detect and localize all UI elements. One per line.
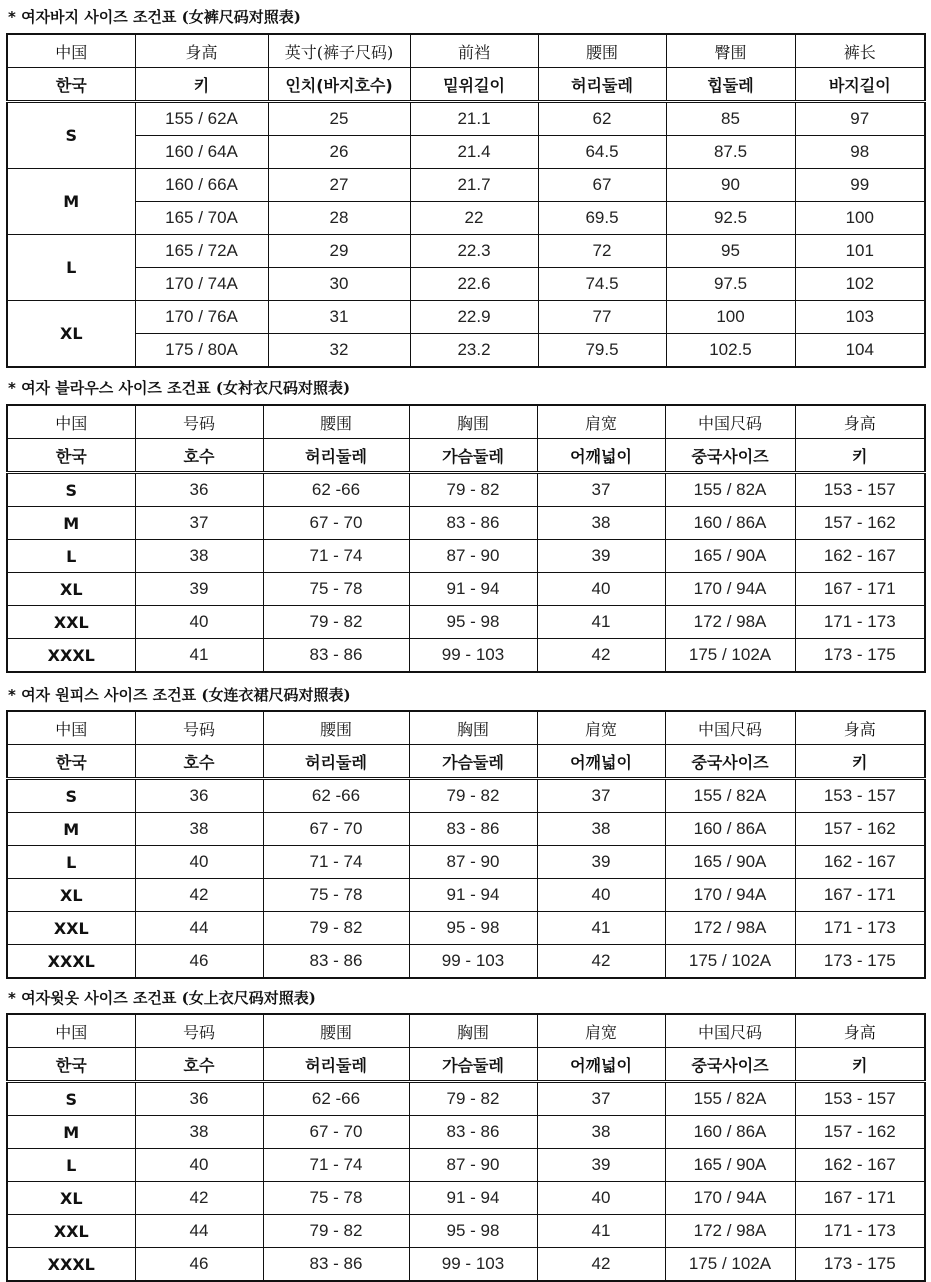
header-cn-cell: 前裆: [410, 34, 538, 68]
size-label: S: [7, 102, 135, 169]
size-label: XXXL: [7, 945, 135, 979]
table-cell: 79 - 82: [409, 473, 537, 507]
table-cell: 155 / 82A: [665, 473, 795, 507]
header-cn-cell: 中国: [7, 34, 135, 68]
header-cn-cell: 臀围: [666, 34, 795, 68]
table-cell: 74.5: [538, 268, 666, 301]
table-cell: 40: [135, 1149, 263, 1182]
table-cell: 165 / 90A: [665, 540, 795, 573]
header-cn-cell: 肩宽: [537, 405, 665, 439]
blouse-title-kr: * 여자 블라우스 사이즈 조건표: [8, 379, 211, 397]
table-cell: 170 / 94A: [665, 879, 795, 912]
table-cell: 75 - 78: [263, 879, 409, 912]
table-cell: 172 / 98A: [665, 912, 795, 945]
table-cell: 37: [135, 507, 263, 540]
table-cell: 100: [666, 301, 795, 334]
top-section-title: [8, 987, 316, 1008]
table-cell: 22.6: [410, 268, 538, 301]
header-row-kr: [7, 68, 925, 102]
table-cell: 95 - 98: [409, 606, 537, 639]
dress-title-cn: (女连衣裙尺码对照表): [201, 686, 351, 704]
table-row: [7, 846, 925, 879]
table-cell: 23.2: [410, 334, 538, 368]
blouse-title-cn: (女衬衣尺码对照表): [215, 379, 351, 397]
table-cell: 102.5: [666, 334, 795, 368]
table-cell: 71 - 74: [263, 540, 409, 573]
table-cell: 67 - 70: [263, 813, 409, 846]
table-cell: 37: [537, 1082, 665, 1116]
table-cell: 22: [410, 202, 538, 235]
table-cell: 90: [666, 169, 795, 202]
table-cell: 77: [538, 301, 666, 334]
table-cell: 162 - 167: [795, 846, 925, 879]
table-cell: 42: [537, 1248, 665, 1282]
table-cell: 92.5: [666, 202, 795, 235]
blouse-section-title: [8, 377, 350, 398]
table-cell: 172 / 98A: [665, 1215, 795, 1248]
table-cell: 41: [537, 912, 665, 945]
table-cell: 42: [135, 1182, 263, 1215]
size-label: M: [7, 1116, 135, 1149]
header-kr-cell: 중국사이즈: [665, 439, 795, 473]
table-cell: 165 / 90A: [665, 846, 795, 879]
pants-size-table: [6, 33, 926, 368]
table-cell: 22.3: [410, 235, 538, 268]
header-kr-cell: 힙둘레: [666, 68, 795, 102]
pants-title-kr: * 여자바지 사이즈 조건표: [8, 8, 177, 26]
size-label: L: [7, 540, 135, 573]
table-cell: 83 - 86: [409, 507, 537, 540]
table-cell: 157 - 162: [795, 507, 925, 540]
size-label: M: [7, 813, 135, 846]
header-cn-cell: 胸围: [409, 711, 537, 745]
size-label: XL: [7, 301, 135, 368]
table-cell: 170 / 74A: [135, 268, 268, 301]
table-cell: 26: [268, 136, 410, 169]
size-label: S: [7, 1082, 135, 1116]
header-kr-cell: 한국: [7, 439, 135, 473]
header-cn-cell: 号码: [135, 1014, 263, 1048]
header-cn-cell: 裤长: [795, 34, 925, 68]
header-row-kr: [7, 439, 925, 473]
header-kr-cell: 한국: [7, 745, 135, 779]
top-title-cn: (女上衣尺码对照表): [181, 989, 316, 1007]
table-cell: 40: [537, 879, 665, 912]
table-cell: 153 - 157: [795, 779, 925, 813]
table-cell: 171 - 173: [795, 1215, 925, 1248]
header-kr-cell: 중국사이즈: [665, 1048, 795, 1082]
table-cell: 162 - 167: [795, 1149, 925, 1182]
table-cell: 155 / 82A: [665, 1082, 795, 1116]
header-kr-cell: 키: [135, 68, 268, 102]
table-cell: 28: [268, 202, 410, 235]
header-row-cn: [7, 1014, 925, 1048]
table-cell: 155 / 62A: [135, 102, 268, 136]
table-cell: 175 / 80A: [135, 334, 268, 368]
size-label: L: [7, 1149, 135, 1182]
table-cell: 175 / 102A: [665, 639, 795, 673]
header-kr-cell: 바지길이: [795, 68, 925, 102]
table-cell: 67 - 70: [263, 507, 409, 540]
table-cell: 44: [135, 1215, 263, 1248]
header-cn-cell: 腰围: [263, 1014, 409, 1048]
header-kr-cell: 어깨넓이: [537, 439, 665, 473]
table-cell: 87 - 90: [409, 1149, 537, 1182]
header-kr-cell: 허리둘레: [263, 439, 409, 473]
table-cell: 79.5: [538, 334, 666, 368]
table-cell: 38: [135, 1116, 263, 1149]
table-cell: 160 / 86A: [665, 507, 795, 540]
table-cell: 170 / 94A: [665, 1182, 795, 1215]
table-cell: 83 - 86: [409, 813, 537, 846]
table-row: [7, 1149, 925, 1182]
table-cell: 22.9: [410, 301, 538, 334]
size-label: XXL: [7, 912, 135, 945]
table-cell: 170 / 94A: [665, 573, 795, 606]
table-cell: 25: [268, 102, 410, 136]
header-cn-cell: 身高: [795, 711, 925, 745]
size-label: XL: [7, 879, 135, 912]
table-cell: 75 - 78: [263, 573, 409, 606]
table-cell: 104: [795, 334, 925, 368]
table-cell: 32: [268, 334, 410, 368]
header-kr-cell: 허리둘레: [263, 745, 409, 779]
size-label: M: [7, 169, 135, 235]
table-cell: 21.4: [410, 136, 538, 169]
header-kr-cell: 중국사이즈: [665, 745, 795, 779]
table-cell: 46: [135, 1248, 263, 1282]
header-cn-cell: 号码: [135, 711, 263, 745]
header-kr-cell: 허리둘레: [538, 68, 666, 102]
table-cell: 39: [135, 573, 263, 606]
table-row: [7, 507, 925, 540]
table-cell: 62 -66: [263, 1082, 409, 1116]
header-kr-cell: 가슴둘레: [409, 1048, 537, 1082]
header-kr-cell: 호수: [135, 1048, 263, 1082]
table-row: [7, 606, 925, 639]
table-cell: 95: [666, 235, 795, 268]
table-cell: 172 / 98A: [665, 606, 795, 639]
size-label: L: [7, 235, 135, 301]
table-cell: 171 - 173: [795, 912, 925, 945]
table-cell: 97: [795, 102, 925, 136]
header-cn-cell: 中国: [7, 711, 135, 745]
table-cell: 175 / 102A: [665, 945, 795, 979]
table-cell: 95 - 98: [409, 912, 537, 945]
table-cell: 37: [537, 473, 665, 507]
header-cn-cell: 中国尺码: [665, 711, 795, 745]
table-cell: 157 - 162: [795, 813, 925, 846]
table-cell: 69.5: [538, 202, 666, 235]
table-cell: 40: [537, 1182, 665, 1215]
table-cell: 36: [135, 1082, 263, 1116]
table-cell: 165 / 70A: [135, 202, 268, 235]
table-cell: 79 - 82: [409, 779, 537, 813]
table-cell: 39: [537, 1149, 665, 1182]
header-cn-cell: 胸围: [409, 405, 537, 439]
table-cell: 31: [268, 301, 410, 334]
header-kr-cell: 호수: [135, 439, 263, 473]
table-cell: 67 - 70: [263, 1116, 409, 1149]
table-row: [7, 473, 925, 507]
header-cn-cell: 身高: [795, 1014, 925, 1048]
table-row: [7, 573, 925, 606]
table-cell: 30: [268, 268, 410, 301]
table-cell: 42: [537, 945, 665, 979]
table-cell: 167 - 171: [795, 1182, 925, 1215]
header-cn-cell: 英寸(裤子尺码): [268, 34, 410, 68]
table-cell: 62 -66: [263, 779, 409, 813]
pants-section-title: [8, 6, 301, 27]
table-cell: 37: [537, 779, 665, 813]
table-cell: 103: [795, 301, 925, 334]
table-cell: 173 - 175: [795, 1248, 925, 1282]
pants-title-cn: (女裤尺码对照表): [181, 8, 301, 26]
size-label: S: [7, 779, 135, 813]
table-row: [7, 945, 925, 979]
header-kr-cell: 어깨넓이: [537, 745, 665, 779]
table-row: [7, 1215, 925, 1248]
dress-size-table: [6, 710, 926, 979]
table-cell: 160 / 64A: [135, 136, 268, 169]
header-cn-cell: 中国: [7, 1014, 135, 1048]
header-cn-cell: 身高: [135, 34, 268, 68]
header-row-kr: [7, 745, 925, 779]
table-cell: 83 - 86: [263, 945, 409, 979]
table-cell: 167 - 171: [795, 879, 925, 912]
table-cell: 87.5: [666, 136, 795, 169]
table-cell: 38: [135, 540, 263, 573]
table-cell: 99 - 103: [409, 945, 537, 979]
size-label: XL: [7, 1182, 135, 1215]
table-row: [7, 102, 925, 136]
header-row-cn: [7, 711, 925, 745]
table-cell: 160 / 66A: [135, 169, 268, 202]
header-kr-cell: 허리둘레: [263, 1048, 409, 1082]
table-cell: 75 - 78: [263, 1182, 409, 1215]
size-label: S: [7, 473, 135, 507]
table-cell: 39: [537, 846, 665, 879]
table-cell: 87 - 90: [409, 846, 537, 879]
header-cn-cell: 号码: [135, 405, 263, 439]
table-row: [7, 1248, 925, 1282]
header-cn-cell: 胸围: [409, 1014, 537, 1048]
top-title-kr: * 여자윗옷 사이즈 조건표: [8, 989, 177, 1007]
table-cell: 64.5: [538, 136, 666, 169]
table-cell: 79 - 82: [263, 606, 409, 639]
table-row: [7, 540, 925, 573]
header-cn-cell: 身高: [795, 405, 925, 439]
table-cell: 38: [135, 813, 263, 846]
table-cell: 79 - 82: [263, 912, 409, 945]
header-cn-cell: 肩宽: [537, 1014, 665, 1048]
table-cell: 21.7: [410, 169, 538, 202]
table-cell: 38: [537, 813, 665, 846]
table-cell: 38: [537, 507, 665, 540]
table-cell: 95 - 98: [409, 1215, 537, 1248]
header-kr-cell: 키: [795, 439, 925, 473]
header-cn-cell: 腰围: [263, 405, 409, 439]
table-cell: 85: [666, 102, 795, 136]
header-row-cn: [7, 405, 925, 439]
table-row: [7, 1082, 925, 1116]
table-cell: 71 - 74: [263, 1149, 409, 1182]
size-label: XXL: [7, 1215, 135, 1248]
header-kr-cell: 가슴둘레: [409, 439, 537, 473]
table-cell: 157 - 162: [795, 1116, 925, 1149]
table-row: [7, 879, 925, 912]
table-row: [7, 779, 925, 813]
table-cell: 160 / 86A: [665, 813, 795, 846]
table-cell: 79 - 82: [409, 1082, 537, 1116]
header-kr-cell: 가슴둘레: [409, 745, 537, 779]
table-cell: 27: [268, 169, 410, 202]
table-cell: 165 / 90A: [665, 1149, 795, 1182]
size-label: XXXL: [7, 1248, 135, 1282]
table-cell: 41: [537, 606, 665, 639]
header-kr-cell: 밑위길이: [410, 68, 538, 102]
table-row: [7, 813, 925, 846]
table-cell: 162 - 167: [795, 540, 925, 573]
table-cell: 102: [795, 268, 925, 301]
table-cell: 71 - 74: [263, 846, 409, 879]
table-cell: 101: [795, 235, 925, 268]
header-cn-cell: 中国尺码: [665, 1014, 795, 1048]
size-label: L: [7, 846, 135, 879]
header-cn-cell: 腰围: [263, 711, 409, 745]
table-cell: 83 - 86: [263, 1248, 409, 1282]
table-cell: 170 / 76A: [135, 301, 268, 334]
dress-title-kr: * 여자 원피스 사이즈 조건표: [8, 686, 197, 704]
table-cell: 99 - 103: [409, 639, 537, 673]
header-kr-cell: 키: [795, 745, 925, 779]
table-cell: 99: [795, 169, 925, 202]
table-row: [7, 1116, 925, 1149]
table-cell: 62: [538, 102, 666, 136]
table-cell: 99 - 103: [409, 1248, 537, 1282]
table-cell: 41: [537, 1215, 665, 1248]
table-cell: 165 / 72A: [135, 235, 268, 268]
header-cn-cell: 腰围: [538, 34, 666, 68]
table-cell: 29: [268, 235, 410, 268]
table-cell: 97.5: [666, 268, 795, 301]
header-kr-cell: 인치(바지호수): [268, 68, 410, 102]
header-kr-cell: 한국: [7, 1048, 135, 1082]
table-row: [7, 202, 925, 235]
header-kr-cell: 호수: [135, 745, 263, 779]
header-kr-cell: 키: [795, 1048, 925, 1082]
table-cell: 40: [135, 606, 263, 639]
table-cell: 83 - 86: [263, 639, 409, 673]
table-cell: 155 / 82A: [665, 779, 795, 813]
table-cell: 153 - 157: [795, 1082, 925, 1116]
table-row: [7, 235, 925, 268]
blouse-size-table: [6, 404, 926, 673]
table-cell: 98: [795, 136, 925, 169]
size-label: XXXL: [7, 639, 135, 673]
header-kr-cell: 한국: [7, 68, 135, 102]
header-cn-cell: 中国尺码: [665, 405, 795, 439]
header-row-kr: [7, 1048, 925, 1082]
table-cell: 87 - 90: [409, 540, 537, 573]
table-cell: 167 - 171: [795, 573, 925, 606]
table-cell: 39: [537, 540, 665, 573]
table-cell: 175 / 102A: [665, 1248, 795, 1282]
table-cell: 173 - 175: [795, 945, 925, 979]
table-cell: 42: [135, 879, 263, 912]
table-cell: 44: [135, 912, 263, 945]
table-cell: 91 - 94: [409, 1182, 537, 1215]
table-cell: 21.1: [410, 102, 538, 136]
table-cell: 83 - 86: [409, 1116, 537, 1149]
table-cell: 67: [538, 169, 666, 202]
table-cell: 91 - 94: [409, 573, 537, 606]
table-cell: 160 / 86A: [665, 1116, 795, 1149]
table-row: [7, 1182, 925, 1215]
table-row: [7, 268, 925, 301]
table-cell: 100: [795, 202, 925, 235]
table-cell: 36: [135, 779, 263, 813]
table-row: [7, 912, 925, 945]
table-cell: 91 - 94: [409, 879, 537, 912]
header-cn-cell: 肩宽: [537, 711, 665, 745]
size-label: M: [7, 507, 135, 540]
header-row-cn: [7, 34, 925, 68]
table-cell: 171 - 173: [795, 606, 925, 639]
dress-section-title: [8, 684, 351, 705]
size-label: XL: [7, 573, 135, 606]
table-row: [7, 169, 925, 202]
table-cell: 173 - 175: [795, 639, 925, 673]
table-cell: 40: [537, 573, 665, 606]
header-cn-cell: 中国: [7, 405, 135, 439]
table-cell: 79 - 82: [263, 1215, 409, 1248]
table-cell: 62 -66: [263, 473, 409, 507]
table-cell: 36: [135, 473, 263, 507]
table-row: [7, 334, 925, 368]
table-cell: 153 - 157: [795, 473, 925, 507]
table-cell: 72: [538, 235, 666, 268]
header-kr-cell: 어깨넓이: [537, 1048, 665, 1082]
table-row: [7, 136, 925, 169]
table-row: [7, 639, 925, 673]
table-cell: 46: [135, 945, 263, 979]
table-row: [7, 301, 925, 334]
table-cell: 42: [537, 639, 665, 673]
size-label: XXL: [7, 606, 135, 639]
table-cell: 40: [135, 846, 263, 879]
table-cell: 41: [135, 639, 263, 673]
top-size-table: [6, 1013, 926, 1282]
table-cell: 38: [537, 1116, 665, 1149]
